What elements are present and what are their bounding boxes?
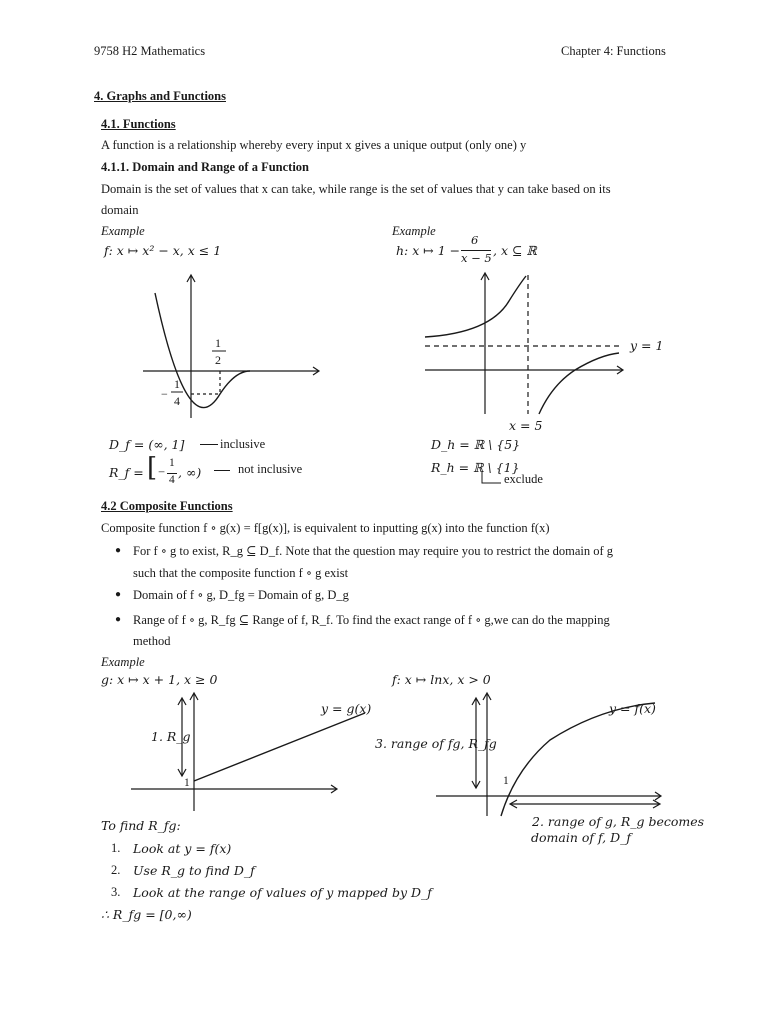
graph-ln-range-label: 3. range of fg, R_fg — [375, 736, 497, 751]
graph-ln-curve — [501, 703, 655, 816]
function-f-definition: f: x ↦ x² − x, x ≤ 1 — [104, 243, 222, 258]
function-lnx-definition: f: x ↦ lnx, x > 0 — [392, 672, 491, 687]
domain-f-note: inclusive — [220, 437, 266, 451]
section-title-composite: 4.2 Composite Functions — [101, 499, 233, 513]
bullet-dot-3: ● — [115, 614, 122, 625]
function-h-denominator: x − 5 — [461, 251, 492, 265]
range-f-prefix: R_f = — [109, 465, 144, 480]
function-h-suffix: , x ⊆ ℝ — [493, 243, 537, 258]
range-h: R_h = ℝ \ {1} — [431, 460, 520, 475]
graph-f-quarter-num: 1 — [174, 377, 180, 391]
bullet2: Domain of f ∘ g, D_fg = Domain of g, D_g — [133, 588, 349, 602]
example-label-right: Example — [392, 224, 436, 238]
step1-number: 1. — [111, 841, 121, 855]
step3-number: 3. — [111, 885, 121, 899]
subsection-title-domain-range: 4.1.1. Domain and Range of a Function — [101, 160, 310, 174]
graph-g-curve-label: y = g(x) — [321, 701, 372, 716]
range-f-neg: − — [158, 465, 166, 479]
range-f-num: 1 — [169, 457, 175, 469]
range-f-den: 4 — [169, 474, 175, 486]
header-left: 9758 H2 Mathematics — [94, 44, 206, 58]
graph-f-half-den: 2 — [215, 353, 221, 367]
graph-g-intercept: 1 — [184, 777, 190, 789]
step3-text: Look at the range of values of y mapped by D_f — [133, 885, 432, 900]
step2-text: Use R_g to find D_f — [133, 863, 255, 878]
bullet1-line1: For f ∘ g to exist, R_g ⊆ D_f. Note that the question may require you to restrict the domain of g — [133, 544, 614, 558]
graph-h-vert-label: x = 5 — [509, 418, 543, 433]
range-f-bracket: [ — [147, 453, 158, 483]
header-right: Chapter 4: Functions — [561, 44, 666, 58]
graph-g-range-label: 1. R_g — [151, 729, 191, 744]
bullet3-line2: method — [133, 634, 171, 648]
composite-intro: Composite function f ∘ g(x) = f[g(x)], is equivalent to inputting g(x) into the function f(x) — [101, 521, 550, 535]
domain-definition-line1: Domain is the set of values that x can take, while range is the set of values that y can take based on its — [101, 182, 611, 196]
domain-definition-line2: domain — [101, 203, 139, 217]
bullet-dot-2: ● — [115, 589, 122, 600]
bullet3-line1: Range of f ∘ g, R_fg ⊆ Range of f, R_f. To find the exact range of f ∘ g,we can do the mapping — [133, 613, 610, 627]
function-h-prefix: h: x ↦ 1 − — [396, 243, 461, 258]
graph-f-quarter-den: 4 — [174, 394, 180, 408]
function-g-definition: g: x ↦ x + 1, x ≥ 0 — [101, 672, 218, 687]
graph-ln-note-line1: 2. range of g, R_g becomes — [532, 814, 705, 829]
bullet-dot-1: ● — [115, 545, 122, 556]
step1-text: Look at y = f(x) — [133, 841, 232, 856]
range-f-suffix: , ∞) — [178, 465, 202, 480]
graph-ln-intercept: 1 — [503, 775, 509, 787]
subsection-title-functions: 4.1. Functions — [101, 117, 176, 131]
section-title: 4. Graphs and Functions — [94, 89, 226, 103]
example2-label: Example — [101, 655, 145, 669]
domain-f: D_f = (∞, 1] — [109, 437, 185, 452]
graph-ln-curve-label: y = f(x) — [609, 701, 656, 716]
domain-h: D_h = ℝ \ {5} — [431, 437, 521, 452]
bullet1-line2: such that the composite function f ∘ g exist — [133, 566, 349, 580]
range-f-note: not inclusive — [238, 462, 303, 476]
functions-definition: A function is a relationship whereby every input x gives a unique output (only one) y — [101, 138, 527, 152]
graph-ln-note-line2: domain of f, D_f — [531, 830, 632, 845]
graph-f-neg-sign: − — [161, 387, 168, 401]
exclude-note: exclude — [504, 472, 543, 486]
function-h-numerator: 6 — [471, 233, 479, 247]
steps-title: To find R_fg: — [101, 818, 181, 833]
conclusion: ∴ R_fg = [0,∞) — [101, 907, 192, 922]
graph-h-asym-label: y = 1 — [630, 338, 664, 353]
step2-number: 2. — [111, 863, 121, 877]
graph-f-half-num: 1 — [215, 336, 221, 350]
example-label-left: Example — [101, 224, 145, 238]
